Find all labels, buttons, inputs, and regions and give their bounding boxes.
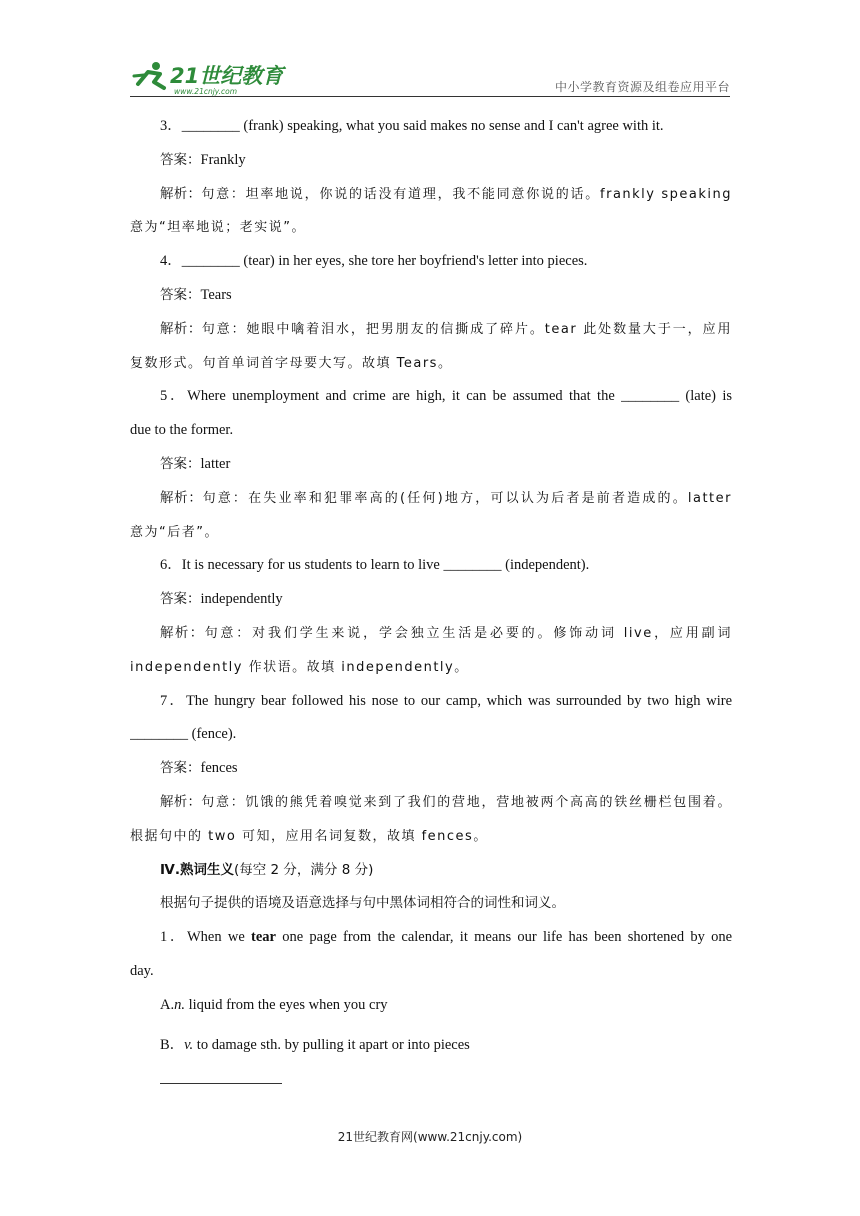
analysis-5-line1: 解析：句意：在失业率和犯罪率高的(任何)地方，可以认为后者是前者造成的。latter <box>160 489 732 506</box>
s4-question-1-line1: 1．When we tear one page from the calendar, it means our life has been shortened by one <box>160 929 732 946</box>
analysis-5-line2: 意为“后者”。 <box>130 524 219 540</box>
question-7-line1: 7．The hungry bear followed his nose to our camp, which was surrounded by two high wire <box>160 692 732 709</box>
question-4: 4．________ (tear) in her eyes, she tore her boyfriend's letter into pieces. <box>160 253 588 270</box>
analysis-7-line1: 解析：句意：饥饿的熊凭着嗅觉来到了我们的营地，营地被两个高高的铁丝栅栏包围着。 <box>160 793 732 810</box>
footnote-divider <box>160 1083 282 1084</box>
question-7-line2: ________ (fence). <box>130 726 237 743</box>
answer-7: 答案：fences <box>160 760 238 777</box>
answer-5: 答案：latter <box>160 455 231 472</box>
analysis-7-line2: 根据句中的 two 可知，应用名词复数，故填 fences。 <box>130 828 488 844</box>
analysis-6-line1: 解析：句意：对我们学生来说，学会独立生活是必要的。修饰动词 live，应用副词 <box>160 624 732 641</box>
question-5-line2: due to the former. <box>130 422 234 439</box>
question-3: 3．________ (frank) speaking, what you said makes no sense and I can't agree with it. <box>160 118 664 134</box>
header-divider <box>130 96 730 97</box>
bold-keyword: tear <box>251 929 276 946</box>
header-platform-text: 中小学教育资源及组卷应用平台 <box>554 80 730 94</box>
analysis-4-line2: 复数形式。句首单词首字母要大写。故填 Tears。 <box>130 355 453 371</box>
analysis-3-line2: 意为“坦率地说；老实说”。 <box>130 220 306 236</box>
option-a: A.n. liquid from the eyes when you cry <box>160 996 388 1013</box>
page-header <box>130 58 730 96</box>
s4-question-1-line2: day. <box>130 962 154 979</box>
option-b: B．v. to damage sth. by pulling it apart or into pieces <box>160 1036 470 1053</box>
analysis-4-line1: 解析：句意：她眼中噙着泪水，把男朋友的信撕成了碎片。tear 此处数量大于一，应用 <box>160 320 732 337</box>
answer-4: 答案：Tears <box>160 286 232 303</box>
logo-icon <box>130 58 290 96</box>
svg-text:21世纪教育: 21世纪教育 <box>170 64 284 88</box>
analysis-3-line1: 解析：句意：坦率地说，你说的话没有道理，我不能同意你说的话。frankly speaking <box>160 185 732 202</box>
page-footer: 21世纪教育网(www.21cnjy.com) <box>337 1130 523 1144</box>
answer-6: 答案：independently <box>160 591 283 608</box>
section-4-instruction: 根据句子提供的语境及语意选择与句中黑体词相符合的词性和词义。 <box>160 895 565 912</box>
answer-3: 答案：Frankly <box>160 151 246 168</box>
svg-text:www.21cnjy.com: www.21cnjy.com <box>174 87 238 96</box>
question-5-line1: 5．Where unemployment and crime are high, it can be assumed that the ________ (late) is <box>160 388 732 405</box>
question-6: 6．It is necessary for us students to learn to live ________ (independent). <box>160 557 590 574</box>
document-body <box>130 110 732 1062</box>
analysis-6-line2: independently 作状语。故填 independently。 <box>130 659 469 675</box>
section-4-heading: Ⅳ.熟词生义(每空 2 分，满分 8 分) <box>160 861 374 878</box>
